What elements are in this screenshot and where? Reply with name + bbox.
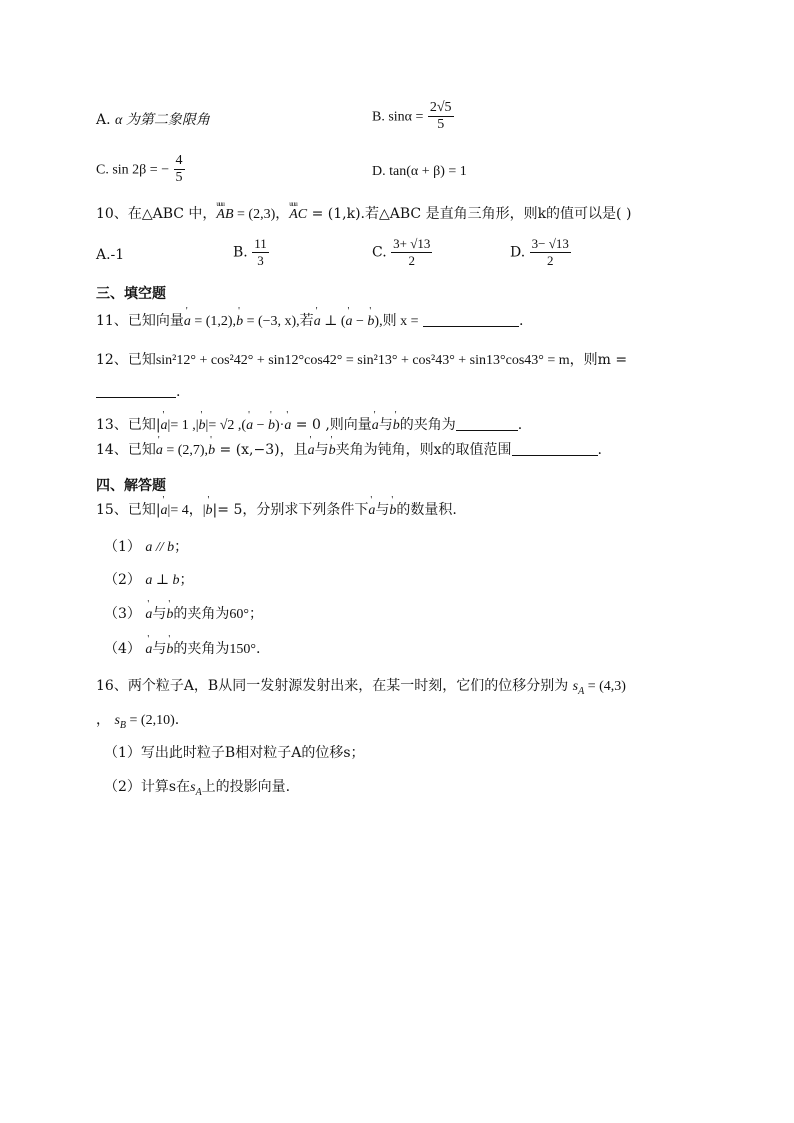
vector-b: ' b: [329, 441, 336, 461]
sub-label: （4）: [104, 641, 141, 657]
q15: [96, 500, 457, 521]
stem-text: .: [597, 442, 602, 458]
denominator: 2: [408, 253, 415, 268]
option-label: C.: [372, 244, 387, 261]
option-label: D.: [510, 244, 526, 261]
stem-text: 14、已知: [96, 442, 156, 458]
fraction: [252, 236, 269, 269]
stem-text: 与: [375, 502, 390, 518]
sub-label: （3）: [104, 606, 141, 622]
stem-text: 12、已知: [96, 352, 156, 368]
vector-b: ' b: [367, 312, 374, 332]
displacement-a: [190, 780, 202, 798]
stem-text: 与: [314, 442, 329, 458]
stem-text: |= 4，|: [167, 503, 206, 518]
vector-a: ' a: [346, 312, 353, 332]
denominator: 5: [175, 170, 183, 185]
stem-text: ；: [179, 572, 194, 588]
q12-answer: [96, 382, 180, 402]
stem-text: 16、两个粒子A，B从同一发射源发射出来，在某一时刻，它们的位移分别为: [96, 678, 569, 694]
option-label: A.: [96, 112, 111, 128]
stem-text: 上的投影向量.: [201, 779, 291, 795]
angle-value: 150°: [229, 642, 256, 657]
q9-option-c: [96, 153, 185, 186]
vector-a: ' a: [246, 416, 253, 436]
stem-text: .: [517, 417, 523, 433]
condition: a // b: [145, 540, 175, 555]
stem-text: 计算s在: [140, 779, 191, 795]
stem-text: |= 5，分别求下列条件下: [212, 502, 369, 518]
q9-option-b: [372, 100, 454, 133]
stem-text: 10、在△ABC 中，: [96, 206, 217, 222]
vector-b: ' b: [208, 441, 215, 461]
stem-text: 13、已知|: [96, 417, 161, 433]
q12: [96, 350, 627, 371]
stem-text: .: [255, 641, 261, 657]
vector-a: ' a: [156, 441, 163, 461]
vector-a: ' a: [368, 501, 375, 521]
stem-text: 15、已知|: [96, 502, 161, 518]
vector-b: ' b: [166, 605, 173, 625]
value: = (4,3): [584, 679, 626, 694]
vector-ac: uuu AC: [289, 205, 307, 225]
q16-line-2: [96, 710, 179, 736]
vector-b: ' b: [166, 640, 173, 660]
vector-a: ' a: [161, 416, 168, 436]
stem-text: = (−3, x),若: [243, 314, 314, 329]
vector-a: ' a: [314, 312, 321, 332]
subscript: A: [578, 685, 585, 697]
stem-text: −: [253, 418, 268, 433]
numerator: 2√5: [429, 100, 452, 115]
vector-b: ' b: [268, 416, 275, 436]
option-text: A.-1: [96, 247, 125, 263]
stem-text: = (2,7),: [162, 443, 209, 458]
stem-text: .: [176, 384, 181, 400]
symbol: s: [190, 780, 196, 795]
fraction: [391, 236, 432, 269]
vector-a: ' a: [308, 441, 315, 461]
denominator: 5: [437, 117, 445, 132]
q10-option-c: [372, 236, 432, 269]
stem-text: 11、已知向量: [96, 313, 184, 329]
q10-stem: [96, 204, 631, 225]
answer-blank[interactable]: [456, 416, 518, 431]
option-label: B.: [233, 244, 248, 261]
option-text: B. sinα =: [372, 109, 424, 125]
stem-text: 的数量积.: [396, 502, 457, 518]
q14: [96, 440, 602, 461]
stem-text: ，则m =: [569, 352, 628, 368]
stem-text: ；: [174, 539, 189, 555]
numerator: 3− √13: [531, 236, 569, 251]
stem-text: ⊥ (: [320, 314, 346, 329]
stem-text: −: [352, 314, 368, 329]
vector-b: ' b: [206, 501, 213, 521]
stem-text: |= √2 ,(: [205, 418, 247, 433]
vector-b: ' b: [236, 312, 243, 332]
denominator: 3: [257, 253, 264, 268]
q15-sub-3: [104, 604, 263, 625]
numerator: 3+ √13: [393, 236, 431, 251]
angle-value: 60°: [229, 607, 249, 622]
stem-text: 夹角为钝角，则x的取值范围: [335, 442, 512, 458]
stem-text: 的夹角为: [399, 417, 456, 433]
q11: [96, 311, 523, 332]
vector-a: ' a: [372, 416, 379, 436]
stem-text: = 0 ,则向量: [291, 417, 372, 433]
sub-label: （2）: [104, 572, 141, 588]
stem-text: = (1,2),: [190, 314, 237, 329]
fraction: [174, 153, 185, 186]
option-text: α 为第二象限角: [115, 113, 210, 128]
displacement-a: [572, 679, 585, 697]
stem-text: = (1,k).若△ABC 是直角三角形，则k的值可以是( ): [307, 206, 632, 222]
vector-b: ' b: [389, 501, 396, 521]
stem-text: = (x,−3)，且: [215, 442, 308, 458]
stem-text: )·: [275, 418, 285, 433]
q10-option-a: [96, 245, 124, 265]
stem-text: 的夹角为: [173, 606, 230, 622]
stem-text: 的夹角为: [173, 641, 230, 657]
stem-text: 与: [152, 606, 167, 622]
vector-a: ' a: [145, 640, 152, 660]
value: = (2,10): [126, 713, 175, 728]
vector-a: ' a: [184, 312, 191, 332]
vector-ab: uuu AB: [216, 205, 233, 225]
condition: a ⊥ b: [145, 573, 180, 588]
displacement-b: [114, 713, 127, 731]
stem-text: 写出此时粒子B相对粒子A的位移s；: [140, 745, 365, 761]
q9-option-a: [96, 110, 210, 131]
symbol: s: [114, 713, 120, 728]
answer-blank[interactable]: [423, 312, 519, 327]
sub-label: （2）: [104, 779, 141, 795]
q16-sub-1: [104, 743, 365, 763]
option-text: D. tan(α + β) = 1: [372, 164, 467, 179]
stem-text: ，: [96, 712, 110, 728]
subscript: B: [119, 719, 127, 731]
q16-sub-2: [104, 777, 290, 803]
stem-text: = (2,3)，: [233, 207, 290, 222]
q16-line-1: [96, 676, 626, 702]
denominator: 2: [547, 253, 554, 268]
numerator: 4: [175, 153, 183, 168]
q9-option-d: [372, 161, 467, 182]
q15-sub-2: [104, 570, 194, 591]
answer-blank[interactable]: [96, 383, 176, 398]
equation: sin²12° + cos²42° + sin12°cos42° = sin²13° + cos²43° + sin13°cos43° = m: [155, 353, 570, 368]
stem-text: ；: [248, 606, 263, 622]
section-heading-fill-blank: 三、填空题: [96, 286, 166, 302]
stem-text: ),则 x =: [374, 314, 419, 329]
q15-sub-1: [104, 537, 188, 558]
subscript: A: [195, 786, 202, 798]
stem-text: 与: [378, 417, 393, 433]
vector-a: ' a: [145, 605, 152, 625]
stem-text: .: [174, 712, 180, 728]
q10-option-b: [233, 236, 269, 269]
vector-b: ' b: [393, 416, 400, 436]
option-text: C. sin 2β = −: [96, 162, 170, 178]
stem-text: .: [518, 313, 524, 329]
answer-blank[interactable]: [512, 441, 598, 456]
vector-b: ' b: [199, 416, 206, 436]
stem-text: 与: [152, 641, 167, 657]
fraction: [530, 236, 571, 269]
stem-text: |= 1 ,|: [167, 418, 199, 433]
vector-a: ' a: [284, 416, 291, 436]
fraction: [428, 100, 454, 133]
section-heading-answer: 四、解答题: [96, 478, 166, 494]
numerator: 11: [254, 236, 267, 251]
symbol: s: [572, 679, 579, 694]
q10-option-d: [510, 236, 571, 269]
sub-label: （1）: [104, 745, 141, 761]
vector-a: ' a: [161, 501, 168, 521]
sub-label: （1）: [104, 539, 141, 555]
q15-sub-4: [104, 639, 260, 660]
